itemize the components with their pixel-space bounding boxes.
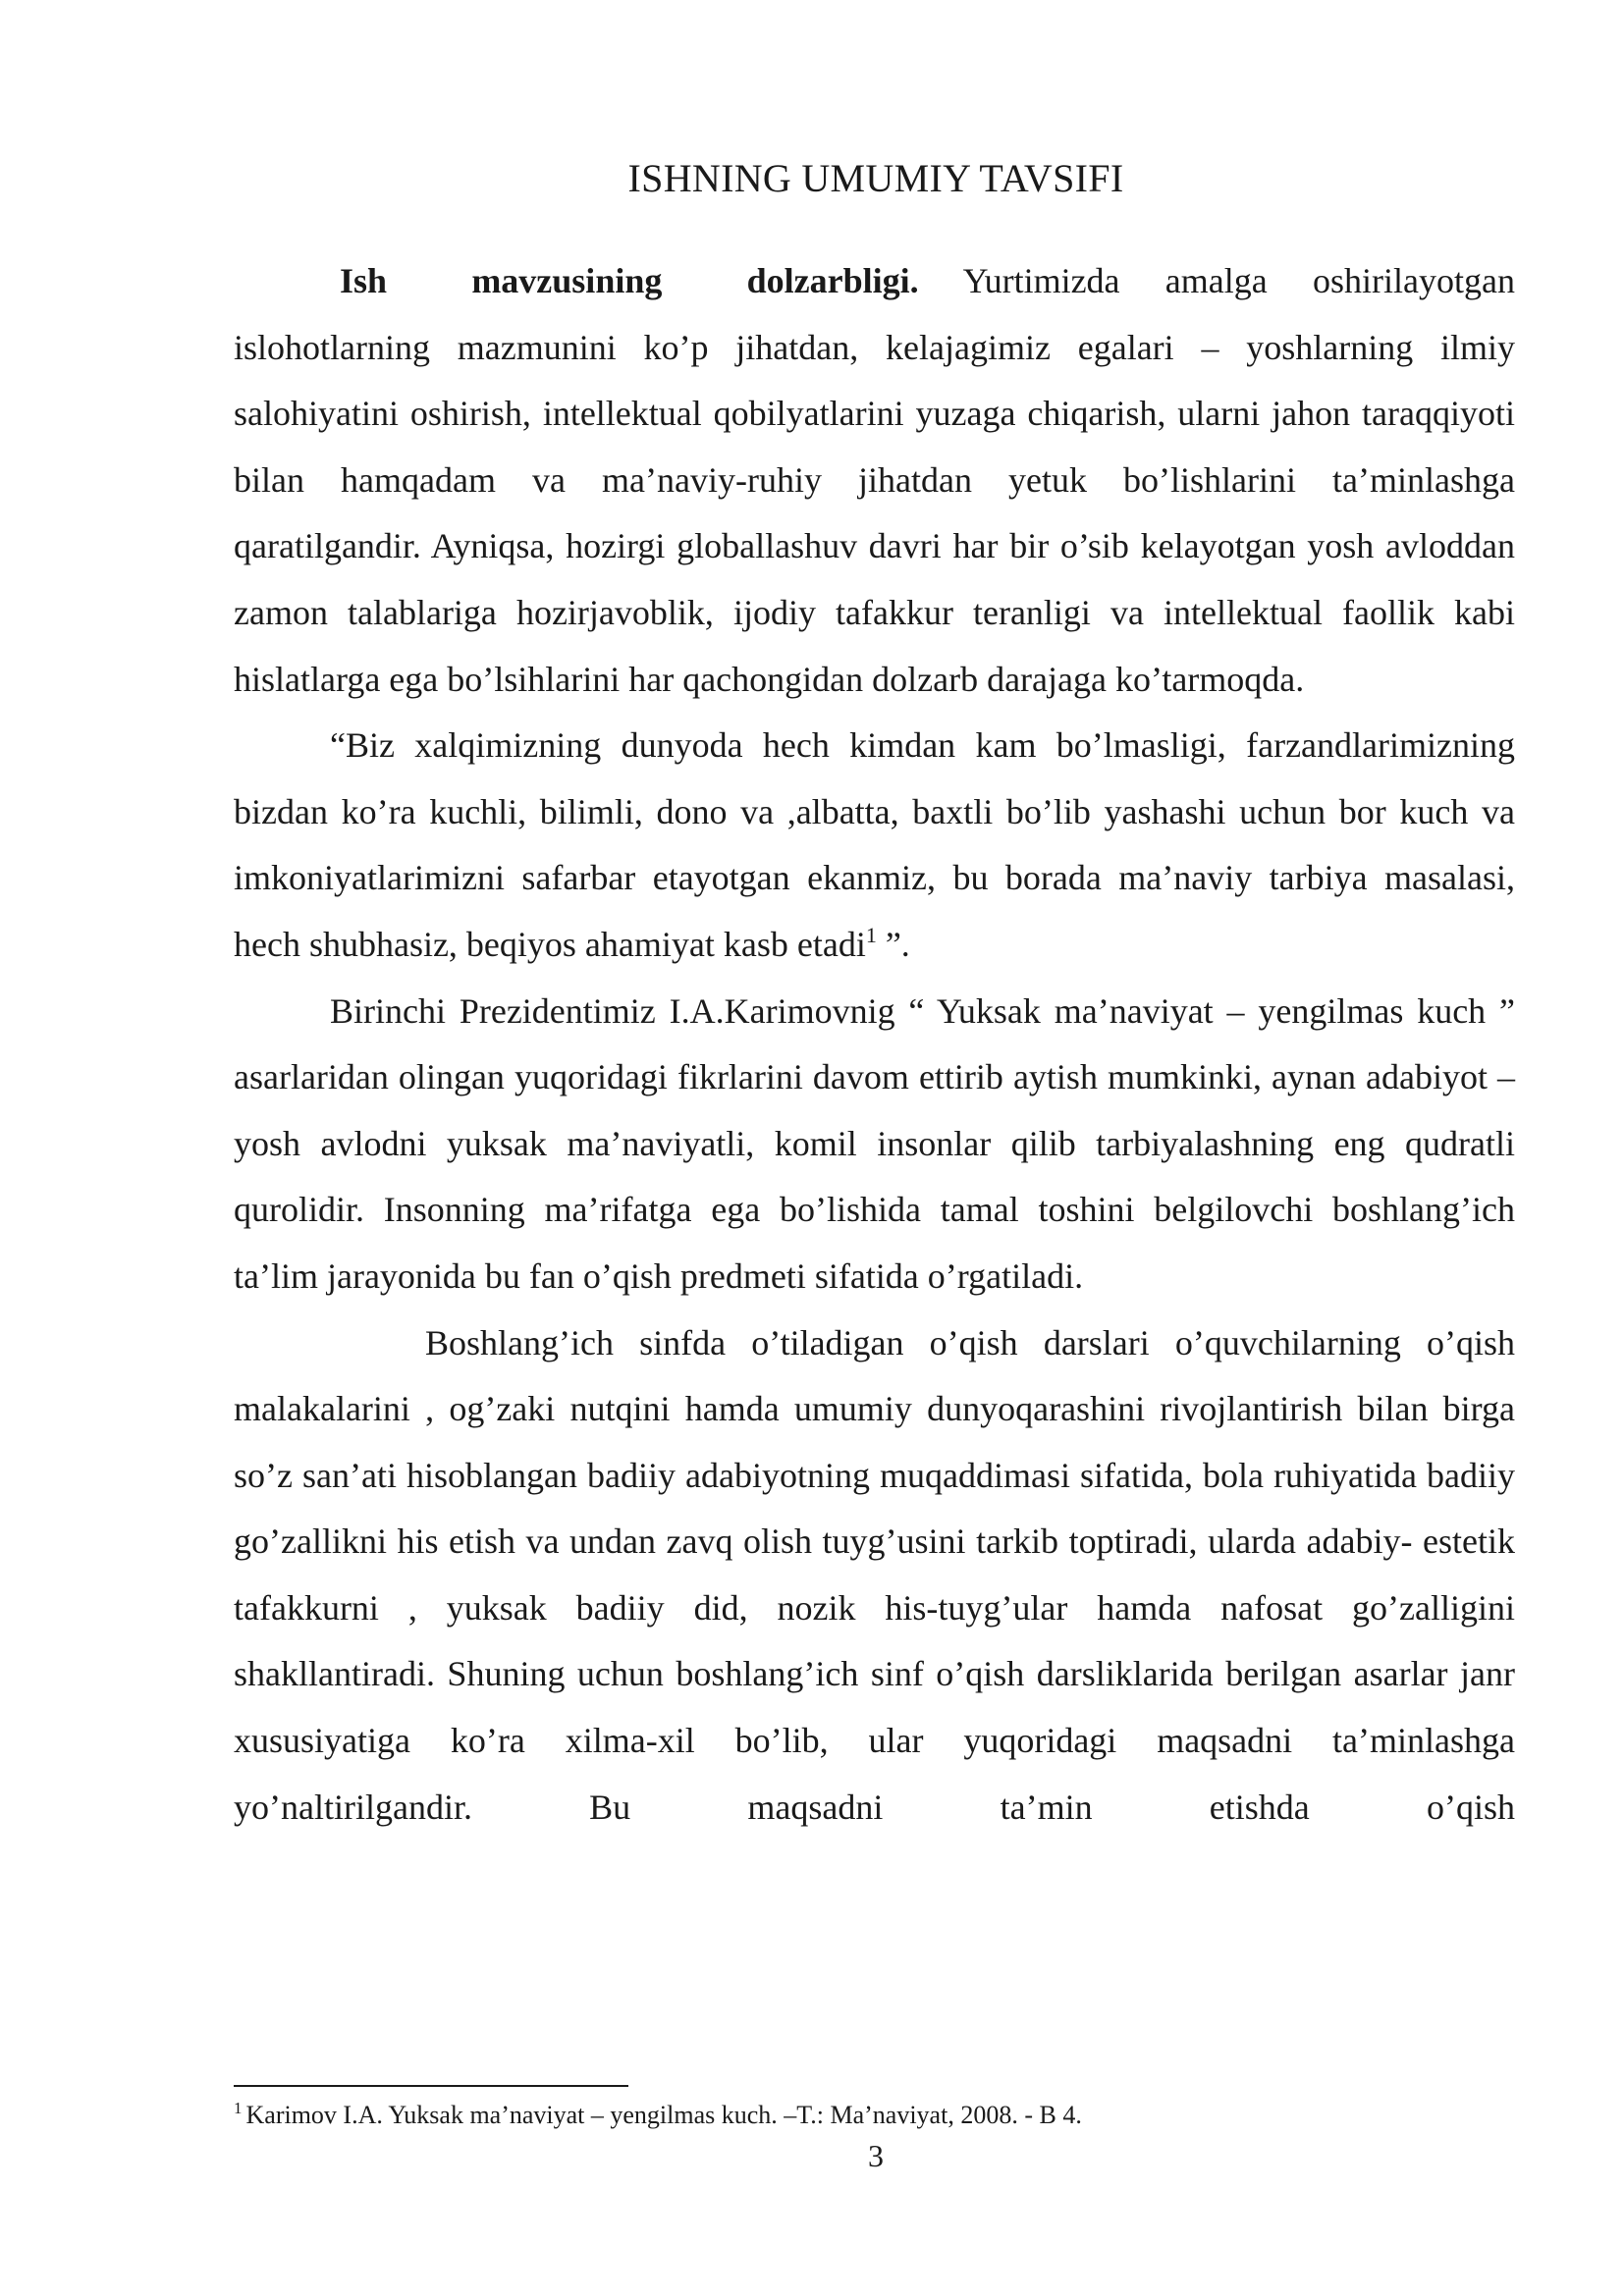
paragraph-text: Birinchi Prezidentimiz I.A.Karimovnig “ Yuksak ma’naviyat – yengilmas kuch ” asarlaridan olingan yuqoridagi fikrlarini davom ettirib aytish mumkinki, aynan adabiyot – yosh avlodni yuksak ma’naviyatli, komil insonlar qilib tarbiyalashning eng qudratli qurolidir. Insonning ma’rifatga ega bo’lishida tamal toshini belgilovchi boshlang’ich ta’lim jarayonida bu fan o’qish predmeti sifatida o’rgatiladi. bbox=[234, 990, 1515, 1296]
quote-close: ”. bbox=[876, 924, 910, 964]
page-number: 3 bbox=[868, 2138, 884, 2173]
paragraph-quote bbox=[234, 713, 1515, 978]
page-title: ISHNING UMUMIY TAVSIFI bbox=[627, 156, 1124, 200]
paragraph-lead-bold: Ish mavzusining dolzarbligi. bbox=[340, 261, 919, 300]
paragraph-primary-reading bbox=[234, 1310, 1515, 1842]
quote-text: “Biz xalqimizning dunyoda hech kimdan kam bo’lmasligi, farzandlarimizning bizdan ko’ra kuchli, bilimli, dono va ,albatta, baxtli bo’lib yashashi uchun bor kuch va imkoniyatlarimizni safarbar etayotgan ekanmiz, bu borada ma’naviy tarbiya masalasi, hech shubhasiz, beqiyos ahamiyat kasb etadi bbox=[234, 725, 1515, 964]
paragraph-president bbox=[234, 979, 1515, 1310]
footnote-reference[interactable]: 1 bbox=[865, 922, 877, 947]
paragraph-text: Boshlang’ich sinfda o’tiladigan o’qish darslari o’quvchilarning o’qish malakalarini , og’zaki nutqini hamda umumiy dunyoqarashini rivojlantirish bilan birga so’z san’ati hisoblangan badiiy adabiyotning muqaddimasi sifatida, bola ruhiyatida badiiy go’zallikni his etish va undan zavq olish tuyg’usini tarkib toptiradi, ularda adabiy- estetik tafakkurni , yuksak badiiy did, nozik his-tuyg’ular hamda nafosat go’zalligini shakllantiradi. Shuning uchun boshlang’ich sinf o’qish darsliklarida berilgan asarlar janr xususiyatiga ko’ra xilma-xil bo’lib, ular yuqoridagi maqsadni ta’minlashga yo’naltirilgandir. Bu maqsadni ta’min etishda o’qish bbox=[234, 1322, 1515, 1827]
document-body bbox=[234, 248, 1515, 1841]
footnote-separator bbox=[234, 2085, 628, 2087]
footnote bbox=[234, 2099, 1082, 2132]
paragraph-text: Yurtimizda amalga oshirilayotgan islohotlarning mazmunini ko’p jihatdan, kelajagimiz egalari – yoshlarning ilmiy salohiyatini oshirish, intellektual qobilyatlarini yuzaga chiqarish, ularni jahon taraqqiyoti bilan hamqadam va ma’naviy-ruhiy jihatdan yetuk bo’lishlarini ta’minlashga qaratilgandir. Ayniqsa, hozirgi globallashuv davri har bir o’sib kelayotgan yosh avloddan zamon talablariga hozirjavoblik, ijodiy tafakkur teranligi va intellektual faollik kabi hislatlarga ega bo’lsihlarini har qachongidan dolzarb darajaga ko’tarmoqda. bbox=[234, 261, 1515, 699]
footnote-text: Karimov I.A. Yuksak ma’naviyat – yengilmas kuch. –T.: Ma’naviyat, 2008. - B 4. bbox=[245, 2101, 1082, 2129]
paragraph-relevance bbox=[234, 248, 1515, 713]
footnote-mark: 1 bbox=[234, 2099, 243, 2117]
